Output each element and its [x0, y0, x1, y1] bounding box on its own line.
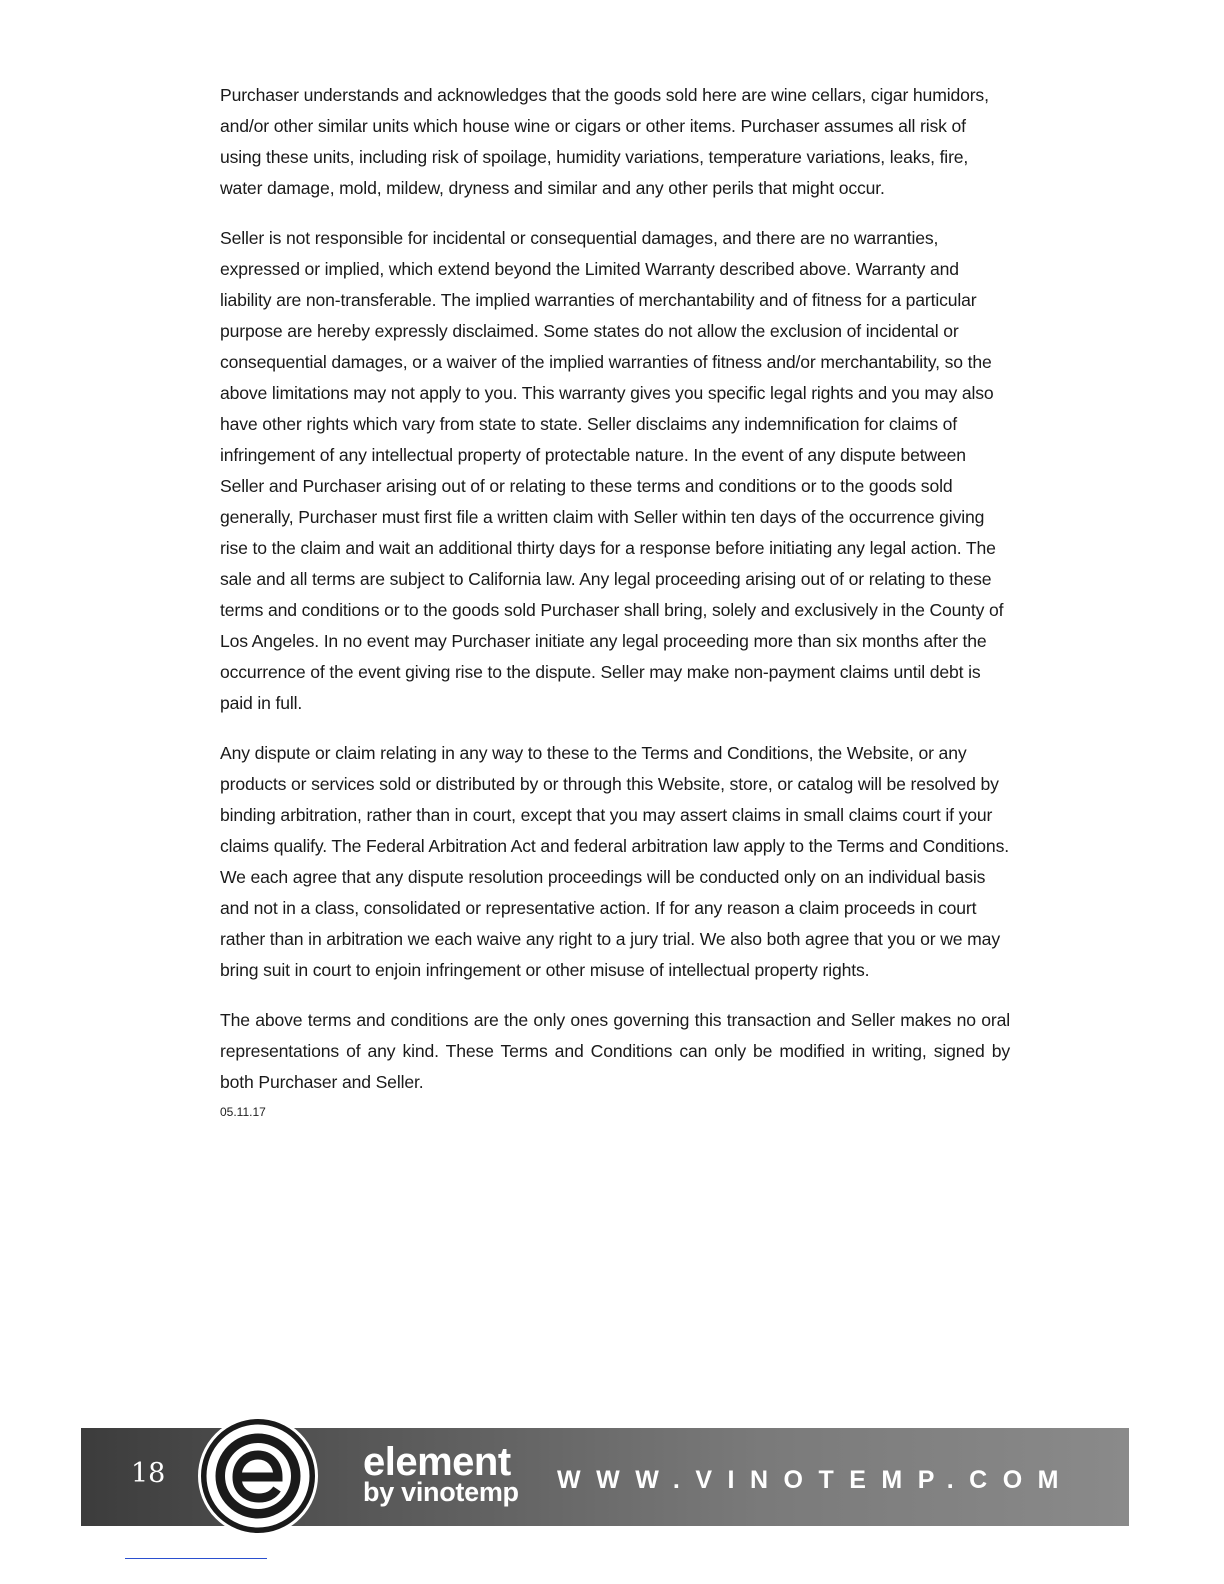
- divider-line: [125, 1558, 267, 1559]
- brand-subtitle: by vinotemp: [363, 1477, 519, 1507]
- element-e-logo-icon: [198, 1416, 318, 1536]
- brand-logo-text: [363, 1442, 519, 1506]
- date-code: 05.11.17: [220, 1105, 266, 1119]
- footer-bar: [81, 1428, 1129, 1526]
- brand-name: element: [363, 1440, 511, 1484]
- website-url: WWW.VINOTEMP.COM: [557, 1466, 1074, 1494]
- page-number: 18: [131, 1458, 166, 1489]
- paragraph-warranty-disclaimer: Seller is not responsible for incidental or consequential damages, and there are no warranties, expressed or implied, which extend beyond the Limited Warranty described above. Warranty and liability are non-transferable. The implied warranties of merchantability and of fitness for a particular purpose are hereby expressly disclaimed. Some states do not allow the exclusion of incidental or consequential damages, or a waiver of the implied warranties of fitness and/or merchantability, so the above limitations may not apply to you. This warranty gives you specific legal rights and you may also have other rights which vary from state to state. Seller disclaims any indemnification for claims of infringement of any intellectual property of protectable nature. In the event of any dispute between Seller and Purchaser arising out of or relating to these terms and conditions or to the goods sold generally, Purchaser must first file a written claim with Seller within ten days of the occurrence giving rise to the claim and wait an additional thirty days for a response before initiating any legal action. The sale and all terms are subject to California law. Any legal proceeding arising out of or relating to these terms and conditions or to the goods sold Purchaser shall bring, solely and exclusively in the County of Los Angeles. In no event may Purchaser initiate any legal proceeding more than six months after the occurrence of the event giving rise to the dispute. Seller may make non-payment claims until debt is paid in full.: [220, 228, 1004, 713]
- paragraph-governing-terms: The above terms and conditions are the only ones governing this transaction and Seller makes no oral representations of any kind. These Terms and Conditions can only be modified in writing, signed by both Purchaser and Seller.: [220, 1010, 1010, 1092]
- terms-body: [220, 80, 1010, 1120]
- paragraph-arbitration: Any dispute or claim relating in any way to these to the Terms and Conditions, the Website, or any products or services sold or distributed by or through this Website, store, or catalog will be resolved by binding arbitration, rather than in court, except that you may assert claims in small claims court if your claims qualify. The Federal Arbitration Act and federal arbitration law apply to the Terms and Conditions. We each agree that any dispute resolution proceedings will be conducted only on an individual basis and not in a class, consolidated or representative action. If for any reason a claim proceeds in court rather than in arbitration we each waive any right to a jury trial. We also both agree that you or we may bring suit in court to enjoin infringement or other misuse of intellectual property rights.: [220, 743, 1009, 980]
- paragraph-risk: Purchaser understands and acknowledges that the goods sold here are wine cellars, cigar humidors, and/or other similar units which house wine or cigars or other items. Purchaser assumes all risk of using these units, including risk of spoilage, humidity variations, temperature variations, leaks, fire, water damage, mold, mildew, dryness and similar and any other perils that might occur.: [220, 85, 989, 198]
